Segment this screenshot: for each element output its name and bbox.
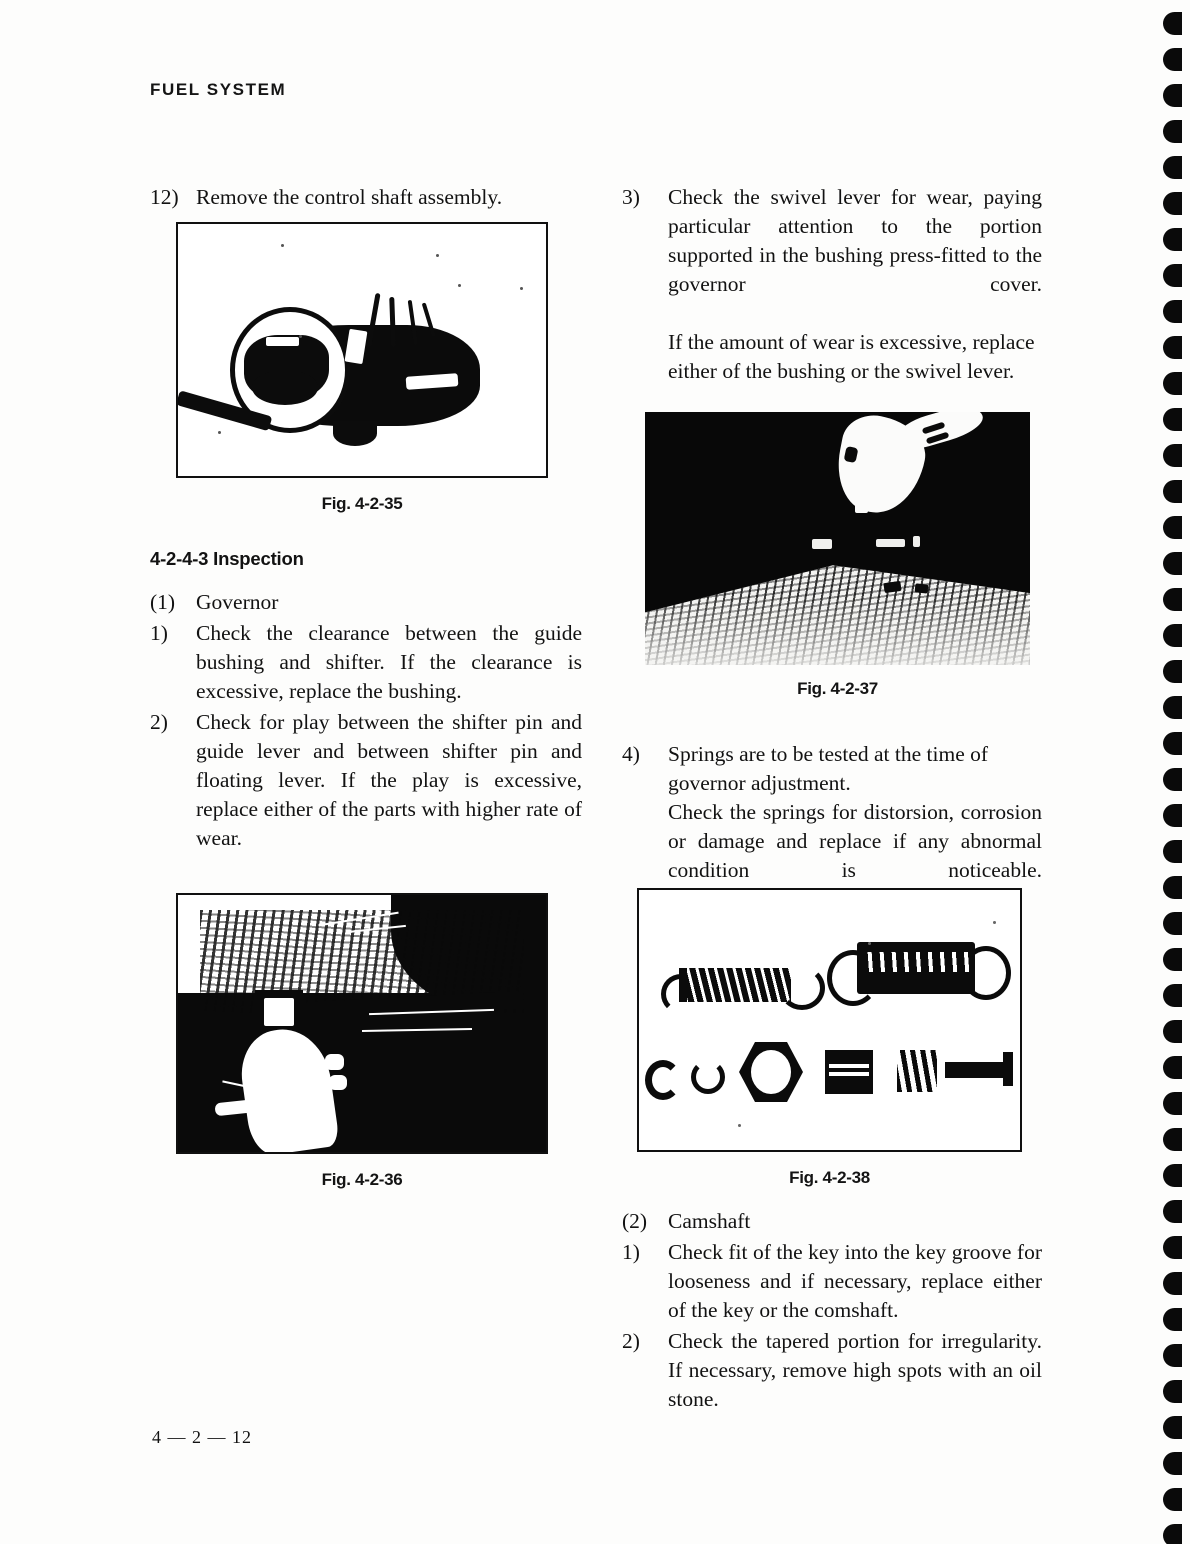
swivel-lever-inspection-photo bbox=[645, 412, 1030, 665]
list-item-group-2 bbox=[622, 1207, 1042, 1236]
list-text: Check for play between the shifter pin and guide lever and between shifter pin and floating lever. If the play is excessive, replace either of the parts with higher rate of wear. bbox=[196, 710, 582, 850]
left-column-continued bbox=[150, 548, 582, 855]
list-marker: 1) bbox=[150, 621, 168, 645]
list-text: Camshaft bbox=[668, 1209, 751, 1233]
figure-4-2-36 bbox=[176, 893, 548, 1190]
shifter-play-check-photo bbox=[178, 895, 546, 1152]
spiral-binding bbox=[1158, 0, 1190, 1544]
governor-assembly-photo bbox=[178, 224, 546, 476]
list-marker: 1) bbox=[622, 1240, 640, 1264]
list-marker: 12) bbox=[150, 185, 179, 209]
figure-4-2-35-image bbox=[176, 222, 548, 478]
list-item-step-12 bbox=[150, 183, 582, 212]
right-column bbox=[622, 183, 1042, 388]
list-text-paragraph-2: Check the springs for distorsion, corrosion or damage and replace if any abnormal condition is noticeable. bbox=[668, 800, 1042, 882]
figure-4-2-38-caption: Fig. 4-2-38 bbox=[789, 1168, 870, 1187]
figure-4-2-36-caption: Fig. 4-2-36 bbox=[321, 1170, 403, 1189]
list-item-group-1 bbox=[150, 588, 582, 617]
right-column-camshaft bbox=[622, 1207, 1042, 1416]
list-item-governor-2 bbox=[150, 708, 582, 853]
list-text: Check the tapered portion for irregularity. If necessary, remove high spots with an oil stone. bbox=[668, 1329, 1042, 1411]
figure-4-2-37 bbox=[645, 412, 1030, 699]
list-item-governor-3 bbox=[622, 183, 1042, 386]
figure-4-2-35 bbox=[176, 222, 548, 514]
running-header: FUEL SYSTEM bbox=[150, 80, 287, 99]
list-marker: 4) bbox=[622, 742, 640, 766]
figure-4-2-38 bbox=[637, 888, 1022, 1188]
figure-4-2-37-image bbox=[645, 412, 1030, 665]
list-text-paragraph-1: Springs are to be tested at the time of governor adjustment. bbox=[668, 742, 989, 795]
list-marker: (2) bbox=[622, 1209, 648, 1233]
list-text: Governor bbox=[196, 590, 279, 614]
left-column bbox=[150, 183, 582, 214]
list-text-paragraph-2: If the amount of wear is excessive, replace either of the bushing or the swivel lever. bbox=[668, 330, 1035, 383]
list-item-camshaft-1 bbox=[622, 1238, 1042, 1325]
section-heading-inspection: 4-2-4-3 Inspection bbox=[150, 548, 304, 569]
list-item-governor-1 bbox=[150, 619, 582, 706]
figure-4-2-37-caption: Fig. 4-2-37 bbox=[797, 679, 878, 698]
list-marker: 3) bbox=[622, 185, 640, 209]
list-text: Check the clearance between the guide bushing and shifter. If the clearance is excessive, replace the bushing. bbox=[196, 621, 582, 703]
figure-4-2-36-image bbox=[176, 893, 548, 1154]
list-text bbox=[668, 183, 1042, 386]
list-marker: 2) bbox=[622, 1329, 640, 1353]
list-item-camshaft-2 bbox=[622, 1327, 1042, 1414]
page-number: 4 — 2 — 12 bbox=[152, 1427, 252, 1447]
list-marker: 2) bbox=[150, 710, 168, 734]
governor-springs-photo bbox=[639, 890, 1020, 1150]
list-text-paragraph-1: Check the swivel lever for wear, paying particular attention to the portion supported in the bushing press-fitted to the governor cover. bbox=[668, 185, 1042, 296]
list-text: Check fit of the key into the key groove for looseness and if necessary, replace either of the key or the comshaft. bbox=[668, 1240, 1042, 1322]
figure-4-2-38-image bbox=[637, 888, 1022, 1152]
figure-4-2-35-caption: Fig. 4-2-35 bbox=[321, 494, 403, 513]
list-text: Remove the control shaft assembly. bbox=[196, 185, 503, 209]
list-marker: (1) bbox=[150, 590, 176, 614]
